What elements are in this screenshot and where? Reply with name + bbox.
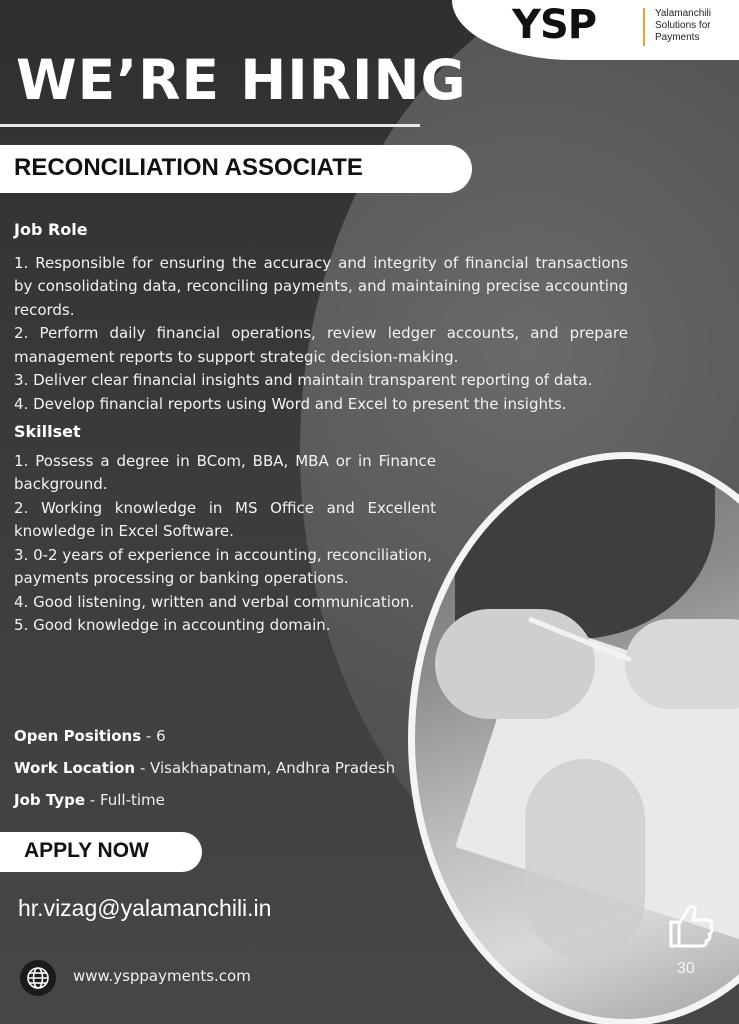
work-location-label: Work Location bbox=[14, 759, 136, 777]
skill-item: 4. Good listening, written and verbal communication. bbox=[14, 592, 415, 611]
job-role-item: 2. Perform daily financial operations, review ledger accounts, and prepare management reports to support strategic decision-making. bbox=[14, 324, 628, 366]
website-link[interactable]: www.ysppayments.com bbox=[73, 967, 251, 985]
job-role-item: 1. Responsible for ensuring the accuracy and integrity of financial transactions by consolidating data, reconciling payments, and maintaining precise accounting records. bbox=[14, 253, 628, 319]
skillset-heading: Skillset bbox=[14, 422, 81, 441]
job-type-value: - Full-time bbox=[85, 791, 165, 809]
brand-subtitle bbox=[655, 8, 735, 44]
job-role-item: 4. Develop financial reports using Word and Excel to present the insights. bbox=[14, 394, 567, 413]
brand-logo bbox=[512, 2, 596, 48]
photo-hand bbox=[625, 619, 739, 709]
job-role-heading: Job Role bbox=[14, 220, 88, 239]
brand-subtitle-line: Payments bbox=[655, 32, 700, 43]
skill-item: 3. 0-2 years of experience in accounting, reconciliation, payments processing or banking operations. bbox=[14, 545, 432, 587]
role-title: RECONCILIATION ASSOCIATE bbox=[14, 154, 363, 181]
logo-divider bbox=[643, 8, 645, 46]
photo-hand bbox=[525, 759, 645, 959]
job-details bbox=[14, 218, 628, 638]
apply-now-button[interactable] bbox=[0, 832, 202, 872]
work-location-value: - Visakhapatnam, Andhra Pradesh bbox=[135, 759, 396, 777]
job-role-item: 3. Deliver clear financial insights and maintain transparent reporting of data. bbox=[14, 371, 593, 389]
job-type-label: Job Type bbox=[14, 791, 85, 809]
thumbs-up-icon[interactable] bbox=[665, 900, 717, 952]
work-location bbox=[14, 752, 395, 784]
open-positions-label: Open Positions bbox=[14, 727, 142, 745]
apply-now-label: APPLY NOW bbox=[24, 839, 149, 862]
job-facts bbox=[14, 720, 395, 816]
like-count: 30 bbox=[677, 960, 695, 977]
skillset-list bbox=[14, 450, 436, 638]
open-positions-value: - 6 bbox=[141, 727, 166, 745]
role-title-banner bbox=[0, 145, 472, 193]
brand-subtitle-line: Solutions for bbox=[655, 20, 711, 31]
job-type bbox=[14, 784, 395, 816]
skill-item: 2. Working knowledge in MS Office and Excellent knowledge in Excel Software. bbox=[14, 498, 436, 540]
contact-email[interactable]: hr.vizag@yalamanchili.in bbox=[18, 895, 272, 921]
headline-underline bbox=[0, 124, 420, 127]
open-positions bbox=[14, 720, 395, 752]
skill-item: 1. Possess a degree in BCom, BBA, MBA or in Finance background. bbox=[14, 451, 436, 493]
brand-logo-text: YSP bbox=[512, 2, 597, 48]
globe-icon bbox=[20, 960, 56, 996]
skill-item: 5. Good knowledge in accounting domain. bbox=[14, 616, 331, 634]
brand-subtitle-line: Yalamanchili bbox=[655, 8, 711, 19]
headline: WE’RE HIRING bbox=[16, 48, 467, 112]
